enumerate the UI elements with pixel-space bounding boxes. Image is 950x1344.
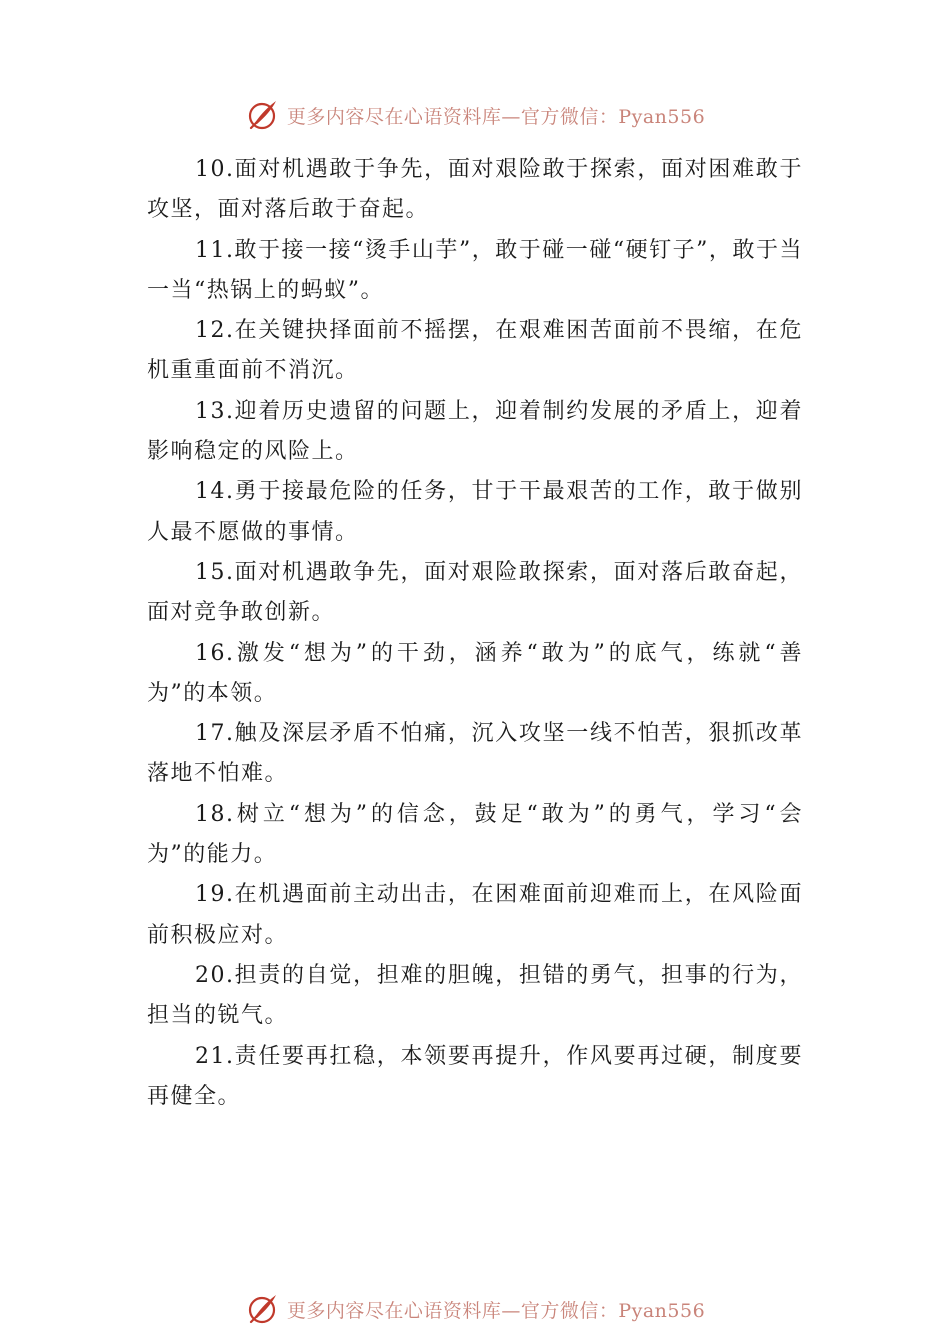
quill-pen-logo-icon	[245, 97, 281, 133]
paragraph-16: 16.激发“想为”的干劲，涵养“敢为”的底气，练就“善为”的本领。	[147, 640, 803, 706]
footer-banner	[0, 1289, 950, 1329]
paragraph-21: 21.责任要再扛稳，本领要再提升，作风要再过硬，制度要再健全。	[147, 1043, 803, 1109]
quill-pen-logo-icon	[245, 1291, 281, 1327]
paragraph-10: 10.面对机遇敢于争先，面对艰险敢于探索，面对困难敢于攻坚，面对落后敢于奋起。	[147, 157, 803, 223]
header-banner	[0, 95, 950, 135]
document-body	[147, 150, 803, 1117]
paragraph-14: 14.勇于接最危险的任务，甘于干最艰苦的工作，敢于做别人最不愿做的事情。	[147, 479, 803, 545]
paragraph-18: 18.树立“想为”的信念，鼓足“敢为”的勇气，学习“会为”的能力。	[147, 801, 803, 868]
paragraph-11: 11.敢于接一接“烫手山芋”，敢于碰一碰“硬钉子”，敢于当一当“热锅上的蚂蚁”。	[147, 237, 803, 303]
paragraph-15: 15.面对机遇敢争先，面对艰险敢探索，面对落后敢奋起，面对竞争敢创新。	[147, 559, 803, 626]
paragraph-20: 20.担责的自觉，担难的胆魄，担错的勇气，担事的行为，担当的锐气。	[147, 962, 803, 1029]
paragraph-19: 19.在机遇面前主动出击，在困难面前迎难而上，在风险面前积极应对。	[147, 882, 803, 948]
paragraph-12: 12.在关键抉择面前不摇摆，在艰难困苦面前不畏缩，在危机重重面前不消沉。	[147, 318, 803, 384]
header-banner-text: 更多内容尽在心语资料库—官方微信：Pyan556	[286, 105, 706, 128]
footer-banner-text: 更多内容尽在心语资料库—官方微信：Pyan556	[286, 1299, 706, 1322]
paragraph-13: 13.迎着历史遗留的问题上，迎着制约发展的矛盾上，迎着影响稳定的风险上。	[147, 398, 803, 465]
paragraph-17: 17.触及深层矛盾不怕痛，沉入攻坚一线不怕苦，狠抓改革落地不怕难。	[147, 721, 803, 787]
